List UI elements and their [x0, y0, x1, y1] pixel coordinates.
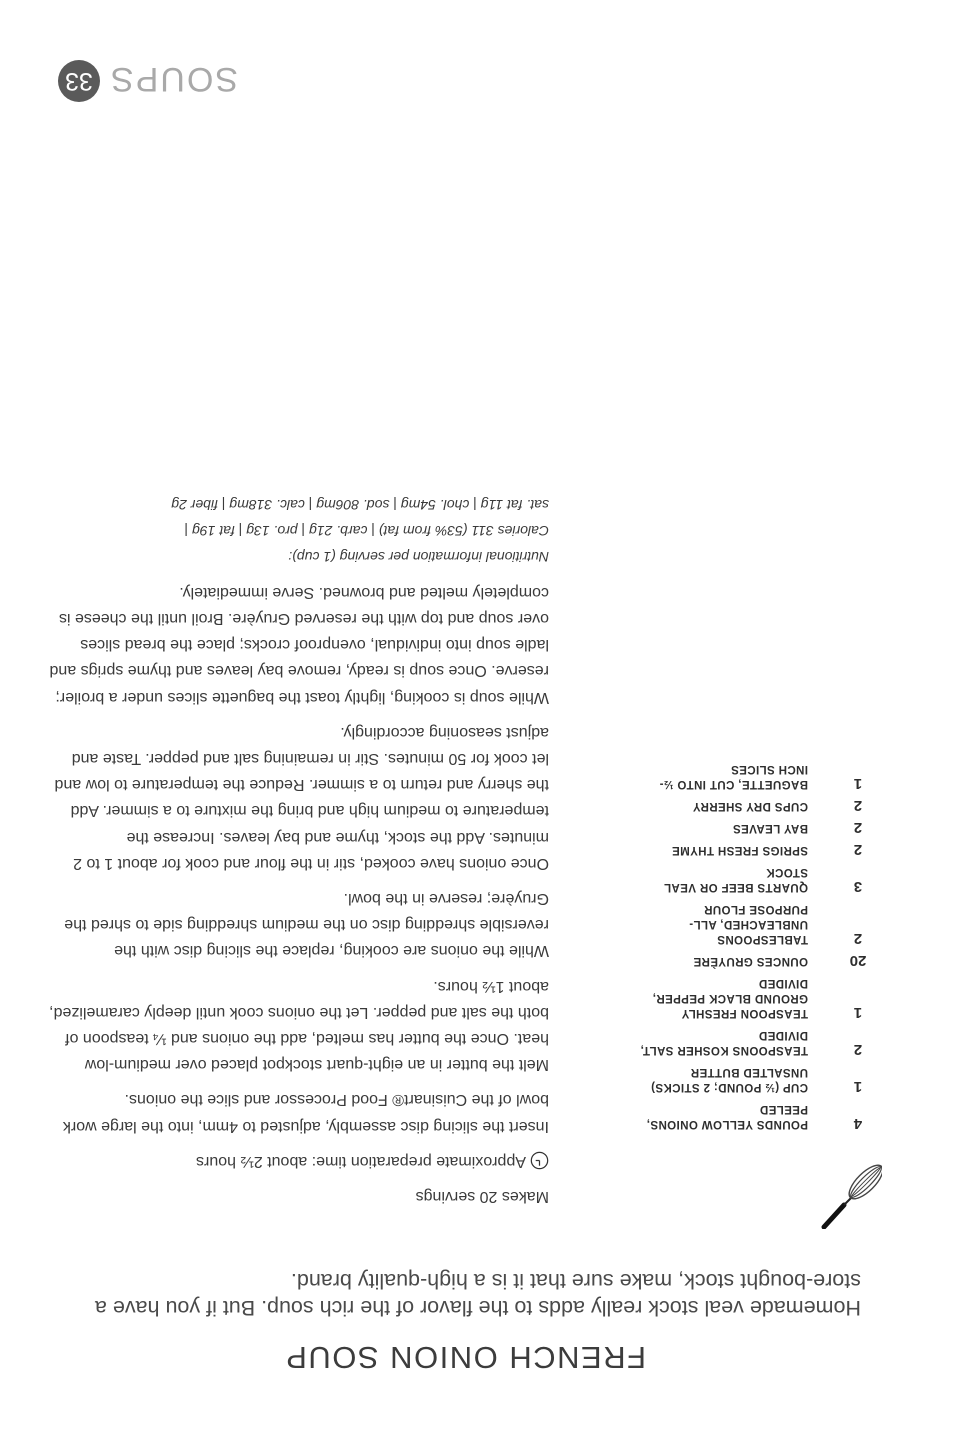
nutrition-info [49, 492, 549, 570]
ingredient-text: OUNCES GRUYÈRE [693, 955, 808, 967]
ingredient-qty: 1 [853, 1078, 863, 1095]
ingredient-qty: 2 [853, 841, 863, 858]
ingredient-item [638, 820, 878, 835]
direction-step: Once onions have cooked, stir in the flour and cook for about 1 to 2 minutes. Add the stock, thyme and bay leaves. Increase the temperature to medium high and bring the mixture to a simmer. Add the sherry and return to a simmer. Reduce the temperature to low and let cook for 50 minutes. Stir in remaining salt and pepper. Taste and adjust seasoning accordingly. [54, 723, 549, 872]
whisk-icon [820, 1163, 882, 1229]
ingredient-item [638, 953, 878, 968]
direction-step: Insert the slicing disc assembly, adjusted to 4mm, into the large work bowl of the Cuisinart® Food Processor and slice the onions. [62, 1091, 549, 1135]
ingredient-qty: 1 [853, 1004, 863, 1021]
ingredients-list [638, 754, 878, 1131]
direction-step: While the onions are cooking, replace the slicing disc with the reversible shredding disc on the medium shredding side to shred the Gruyère; reserve in the bowl. [64, 889, 549, 960]
ingredient-item [638, 975, 878, 1020]
ingredient-text: TEASPOON FRESHLY GROUND BLACK PEPPER, DIVIDED [652, 977, 808, 1019]
ingredient-qty: 4 [853, 1115, 863, 1132]
nutrition-line: sat. fat 11g | chol. 54mg | sod. 806mg | calc. 318mg | fiber 2g [171, 496, 549, 513]
ingredient-qty: 2 [853, 797, 863, 814]
clock-icon [530, 1151, 549, 1170]
ingredient-text: CUPS DRY SHERRY [692, 800, 808, 812]
ingredient-item [638, 1101, 878, 1131]
nutrition-heading: Nutritional information per serving (1 cup): [288, 548, 549, 565]
ingredient-text: BAGUETTE, CUT INTO ½-INCH SLICES [659, 763, 808, 790]
running-head [48, 53, 238, 98]
ingredient-text: TABLESPOONS UNBLEACHED, ALL-PURPOSE FLOUR [688, 903, 808, 945]
ingredient-item [638, 901, 878, 946]
prep-time [49, 1148, 549, 1174]
direction-step: Melt the butter in an eight-quart stockpot placed over medium-low heat. Once the butter has melted, add the onions and ¼ teaspoon of both the salt and pepper. Let the onions cook until deeply caramelized, about 1½ hours. [49, 977, 549, 1074]
direction-step: While soup is cooking, lightly toast the baguette slices under a broiler; reserve. Once soup is ready, remove bay leaves and thyme sprigs and ladle soup into individual, ovenproof crocks; place the bread slices over soup and top with the reserved Gruyère. Broil until the cheese is completely melted and browned. Serve immediately. [49, 583, 549, 706]
ingredient-text: SPRIGS FRESH THYME [671, 844, 808, 856]
nutrition-line: Calories 311 (53% from fat) | carb. 21g | pro. 13g | fat 19g | [184, 522, 549, 539]
ingredient-qty: 2 [853, 930, 863, 947]
ingredient-qty: 3 [853, 878, 863, 895]
ingredient-qty: 1 [853, 775, 863, 792]
ingredient-text: BAY LEAVES [732, 822, 808, 834]
ingredient-item [638, 1064, 878, 1094]
ingredient-item [638, 864, 878, 894]
ingredient-text: POUNDS YELLOW ONIONS, PEELED [646, 1103, 808, 1130]
ingredient-item [638, 761, 878, 791]
ingredient-text: TEASPOONS KOSHER SALT, DIVIDED [640, 1029, 808, 1056]
servings-text: Makes 20 servings [415, 1188, 549, 1205]
ingredient-item [638, 798, 878, 813]
ingredient-item [638, 842, 878, 857]
prep-time-text: Approximate preparation time: about 2½ hours [196, 1152, 526, 1170]
ingredient-qty: 2 [853, 1041, 863, 1058]
recipe-intro: Homemade veal stock really adds to the flavor of the rich soup. But if you have a store-bought stock, make sure that it is a high-quality brand. [94, 1269, 861, 1320]
ingredient-qty: 2 [853, 819, 863, 836]
page-number: 33 [58, 60, 100, 102]
ingredient-text: CUP (½ POUND; 2 STICKS) UNSALTED BUTTER [650, 1066, 808, 1093]
ingredient-item [638, 1027, 878, 1057]
directions [49, 492, 549, 1209]
ingredient-text: QUARTS BEEF OR VEAL STOCK [663, 866, 808, 893]
section-label: SOUPS [108, 60, 238, 98]
recipe-title: FRENCH ONION SOUP [284, 1340, 646, 1375]
ingredient-qty: 20 [849, 952, 867, 969]
